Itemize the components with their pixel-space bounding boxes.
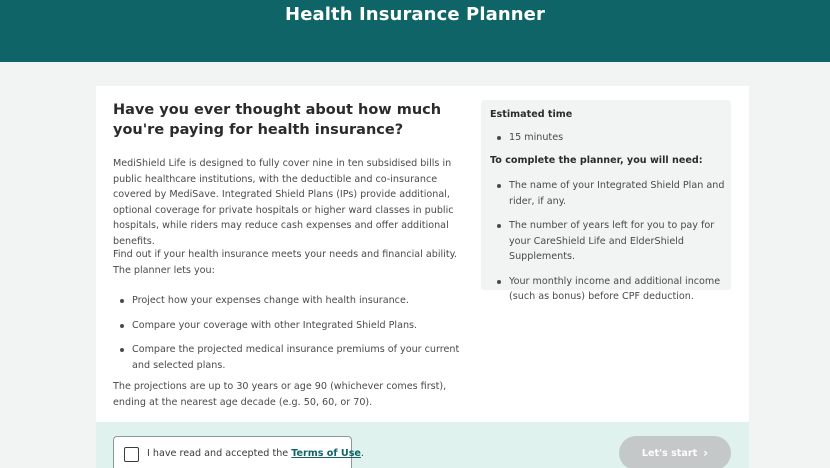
estimated-time-label: Estimated time [490, 109, 573, 120]
list-item: Project how your expenses change with health insurance. [113, 293, 469, 309]
intro-heading: Have you ever thought about how much you're paying for health insurance? [113, 102, 442, 138]
terms-checkbox[interactable] [124, 447, 139, 462]
planner-intro-paragraph: Find out if your health insurance meets your needs and financial ability. The planner lets you: [113, 249, 457, 276]
estimated-time-list [490, 130, 726, 146]
list-item: The name of your Integrated Shield Plan and rider, if any. [490, 178, 726, 209]
action-footer [96, 422, 749, 468]
start-button-label: Let's start [641, 447, 698, 459]
intro-paragraph: MediShield Life is designed to fully cover nine in ten subsidised bills in public healthcare institutions, with the deductible and co-insurance covered by MediSave. Integrated Shield Plans (IPs) provide additional, optional coverage for private hospitals or higher ward classes in public hospitals, while riders may reduce cash expenses and offer additional benefits. [113, 158, 454, 247]
intro-card [96, 86, 749, 468]
terms-prefix: I have read and accepted the [147, 448, 292, 459]
requirements-panel [481, 100, 731, 302]
terms-of-use-link[interactable]: Terms of Use [291, 448, 361, 459]
terms-text [147, 448, 364, 459]
chevron-right-icon: › [703, 446, 709, 460]
app-header [0, 0, 830, 62]
terms-suffix: . [360, 448, 364, 459]
list-item: Your monthly income and additional income (such as bonus) before CPF deduction. [490, 274, 726, 305]
list-item: The number of years left for you to pay for your CareShield Life and ElderShield Supplements. [490, 218, 726, 265]
terms-acceptance[interactable] [113, 436, 364, 468]
planner-features-list [113, 293, 469, 382]
lets-start-button[interactable] [619, 436, 731, 468]
estimated-time-value: 15 minutes [490, 130, 726, 146]
requirements-label: To complete the planner, you will need: [490, 155, 703, 166]
requirements-list [490, 178, 726, 314]
list-item: Compare your coverage with other Integrated Shield Plans. [113, 318, 469, 334]
projection-note: The projections are up to 30 years or age 90 (whichever comes first), ending at the nearest age decade (e.g. 50, 60, or 70). [113, 381, 447, 408]
page-title: Health Insurance Planner [285, 4, 545, 25]
list-item: Compare the projected medical insurance premiums of your current and selected plans. [113, 342, 469, 373]
